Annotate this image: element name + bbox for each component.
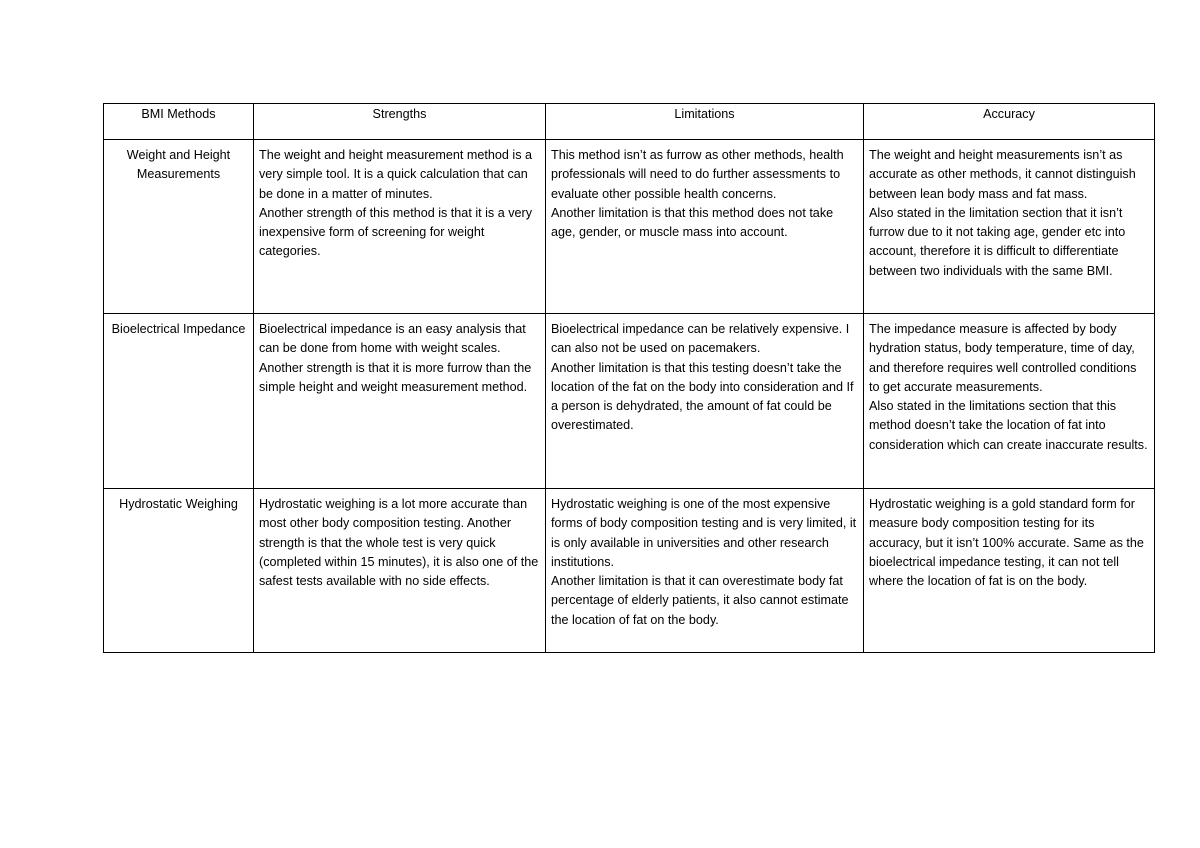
header-accuracy: Accuracy	[864, 104, 1155, 140]
accuracy-paragraph: The weight and height measurements isn’t as accurate as other methods, it cannot distinguish between lean body mass and fat mass.	[869, 148, 1136, 201]
accuracy-cell	[864, 140, 1155, 314]
accuracy-cell	[864, 489, 1155, 653]
strengths-paragraph: Another strength is that it is more furrow than the simple height and weight measurement method.	[259, 360, 532, 394]
table-row	[104, 140, 1155, 314]
limitations-paragraph: Hydrostatic weighing is one of the most expensive forms of body composition testing and is very limited, it is only available in universities and other research institutions.	[551, 497, 857, 569]
strengths-cell	[254, 489, 546, 653]
method-name-cell: Weight and Height Measurements	[104, 140, 254, 314]
strengths-paragraph: The weight and height measurement method is a very simple tool. It is a quick calculation that can be done in a matter of minutes.	[259, 148, 533, 201]
limitations-paragraph: Another limitation is that this method does not take age, gender, or muscle mass into account.	[551, 205, 834, 240]
limitations-cell	[546, 489, 864, 653]
method-name-cell: Hydrostatic Weighing	[104, 489, 254, 653]
method-name-cell: Bioelectrical Impedance	[104, 314, 254, 489]
header-limitations: Limitations	[546, 104, 864, 140]
header-strengths: Strengths	[254, 104, 546, 140]
limitations-paragraph: This method isn’t as furrow as other methods, health professionals will need to do further assessments to evaluate other possible health concerns.	[551, 148, 844, 201]
strengths-cell	[254, 140, 546, 314]
limitations-paragraph: Another limitation is that this testing doesn’t take the location of the fat on the body into consideration and If a person is dehydrated, the amount of fat could be overestimated.	[551, 360, 854, 433]
limitations-paragraph: Bioelectrical impedance can be relatively expensive. I can also not be used on pacemakers.	[551, 322, 850, 356]
strengths-paragraph: Hydrostatic weighing is a lot more accurate than most other body composition testing. Another strength is that the whole test is very quick (completed within 15 minutes), it is also one of the safest tests available with no side effects.	[259, 497, 539, 589]
table-row	[104, 489, 1155, 653]
table-header-row	[104, 104, 1155, 140]
strengths-paragraph: Another strength of this method is that it is a very inexpensive form of screening for weight categories.	[259, 205, 532, 259]
accuracy-paragraph: The impedance measure is affected by body hydration status, body temperature, time of day, and therefore requires well controlled conditions to get accurate measurements.	[869, 322, 1137, 394]
limitations-paragraph: Another limitation is that it can overestimate body fat percentage of elderly patients, it also cannot estimate the location of fat on the body.	[551, 574, 849, 627]
table-row	[104, 314, 1155, 489]
strengths-cell	[254, 314, 546, 489]
limitations-cell	[546, 140, 864, 314]
accuracy-cell	[864, 314, 1155, 489]
strengths-paragraph: Bioelectrical impedance is an easy analysis that can be done from home with weight scales.	[259, 322, 526, 356]
accuracy-paragraph: Also stated in the limitations section that this method doesn’t take the location of fat into consideration which can create inaccurate results.	[869, 399, 1148, 452]
accuracy-paragraph: Also stated in the limitation section that it isn’t furrow due to it not taking age, gender etc into account, therefore it is difficult to differentiate between two individuals with the same BMI.	[869, 205, 1126, 278]
header-bmi-methods: BMI Methods	[104, 104, 254, 140]
bmi-methods-table	[103, 103, 1155, 653]
limitations-cell	[546, 314, 864, 489]
accuracy-paragraph: Hydrostatic weighing is a gold standard form for measure body composition testing for its accuracy, but it isn’t 100% accurate. Same as the bioelectrical impedance testing, it can not tell where the location of fat is on the body.	[869, 497, 1144, 589]
